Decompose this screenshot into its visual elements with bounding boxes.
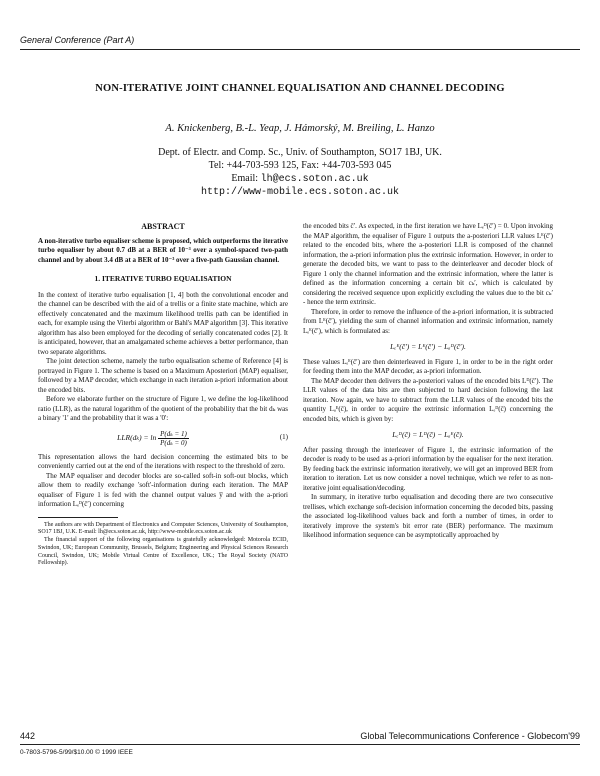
left-column bbox=[38, 222, 288, 568]
footer-conference: Global Telecommunications Conference - Globecom'99 bbox=[360, 731, 580, 741]
abstract-text: A non-iterative turbo equaliser scheme is proposed, which outperforms the iterative turbo equaliser by about 0.7 dB at a BER of 10⁻³ over a symbol-spaced two-path channel and by about 3.4 dB at a BER of 10⁻³ over a five-path Gaussian channel. bbox=[38, 236, 288, 264]
footer-isbn: 0-7803-5796-5/99/$10.00 © 1999 IEEE bbox=[20, 749, 133, 756]
running-header: General Conference (Part A) bbox=[20, 35, 135, 45]
paragraph: After passing through the interleaver of Figure 1, the extrinsic information of the decoder is ready to be used as a-priori information by the equaliser for the next iteration. By feeding back the extrinsic information iteratively, we will get an improved BER from iteration to iteration. Let us now consider a novel technique, which we refer to as non-iterative joint equalisation/decoding. bbox=[303, 445, 553, 492]
affiliation-block bbox=[40, 146, 560, 199]
equation-body: Lₑᴱ(c̄′) = Lᴱ(c̄′) − Lₐᴰ(c̄′). bbox=[390, 342, 466, 351]
equation-2 bbox=[303, 342, 553, 352]
paragraph: The joint detection scheme, namely the turbo equalisation scheme of Reference [4] is portrayed in Figure 1. The scheme is based on a Maximum Aposteriori (MAP) equaliser, followed by a MAP decoder, which exchange in each iteration a-priori information about the encoded bits. bbox=[38, 357, 288, 394]
section-heading: 1. ITERATIVE TURBO EQUALISATION bbox=[94, 274, 232, 283]
paragraph: In the context of iterative turbo equalisation [1, 4] both the convolutional encoder and the channel can be described with the aid of a trellis or a finite state machine, which are effectively concatenated and the maximum likelihood trellis path can be identified in each, for example using the Viterbi algorithm or Bahl's MAP algorithm [3]. This iterative algorithm has also been employed for the decoding of serially concatenated codes [2]. It is anticipated, however, that an amalgamated scheme achieves a better performance, than two separate algorithms. bbox=[38, 290, 288, 356]
affiliation-tel: Tel: +44-703-593 125, Fax: +44-703-593 045 bbox=[208, 160, 392, 171]
equation-1 bbox=[38, 430, 288, 447]
paper-title: NON-ITERATIVE JOINT CHANNEL EQUALISATION AND CHANNEL DECODING bbox=[95, 83, 505, 94]
website-url: http://www-mobile.ecs.soton.ac.uk bbox=[200, 187, 400, 198]
equation-body bbox=[38, 430, 268, 447]
footer-rule bbox=[20, 744, 580, 745]
paragraph: The MAP equaliser and decoder blocks are so-called soft-in soft-out blocks, which allow them to readily exchange 'soft'-information during each iteration. The MAP equaliser of Figure 1 is fed with the channel output values y̅ and with the a-priori information Lₑᴰ(c̄′) concerning bbox=[38, 471, 288, 508]
paragraph: This representation allows the hard decision concerning the estimated bits to be conveniently carried out at the end of the iterations with respect to the threshold of zero. bbox=[38, 452, 288, 470]
email-address: lh@ecs.soton.ac.uk bbox=[260, 174, 369, 185]
paragraph: These values Lₑᴱ(c̄′) are then deinterleaved in Figure 1, in order to be in the right order for feeding them into the MAP decoder, as a-priori information. bbox=[303, 357, 553, 375]
page-number: 442 bbox=[20, 731, 36, 741]
footnote-rule bbox=[38, 517, 118, 518]
fraction-denominator: P(dₖ = 0) bbox=[160, 438, 187, 447]
paragraph: Therefore, in order to remove the influence of the a-priori information, it is subtracted from Lᴱ(c̄′), yielding the sum of channel information and extrinsic information, namely Lₑᴱ(c̄′), which is formulated as: bbox=[303, 307, 553, 335]
affiliation-email-line bbox=[40, 172, 560, 186]
footnote: The authors are with Department of Electronics and Computer Sciences, University of Southampton, SO17 1BJ, U.K. E-mail: lh@ecs.soton.ac.uk, http://www-mobile.ecs.soton.ac.uk bbox=[38, 521, 288, 536]
paragraph: In summary, in iterative turbo equalisation and decoding there are two consecutive trellises, which exchange soft-decision information concerning the decoded bits, passing the associated log-likelihood values back and forth a number of times, in order to iteratively improve the system's bit error rate (BER) performance. The maximum likelihood information sequence can be asymptotically approached by bbox=[303, 493, 553, 539]
header-rule bbox=[20, 49, 580, 50]
abstract-heading: ABSTRACT bbox=[141, 222, 185, 231]
paper-authors: A. Knickenberg, B.-L. Yeap, J. Hámorský, M. Breiling, L. Hanzo bbox=[165, 123, 435, 134]
fraction-numerator: P(dₖ = 1) bbox=[160, 429, 187, 438]
email-label: Email: bbox=[231, 173, 259, 184]
equation-3 bbox=[303, 430, 553, 440]
equation-number: (1) bbox=[279, 433, 288, 442]
equation-lhs: LLR(dₖ) = ln bbox=[117, 432, 157, 442]
affiliation-dept: Dept. of Electr. and Comp. Sc., Univ. of Southampton, SO17 1BJ, UK. bbox=[158, 147, 442, 158]
paragraph: Before we elaborate further on the structure of Figure 1, we define the log-likelihood ratio (LLR), as the natural logarithm of the quotient of the probability that the bit dₖ was a binary '1' and the probability that it was a '0': bbox=[38, 395, 288, 422]
paragraph: the encoded bits c̄′. As expected, in the first iteration we have Lₑᴰ(c̄′) = 0. Upon invoking the MAP algorithm, the equaliser of Figure 1 outputs the a-posteriori LLR values Lᴱ(c̄′) related to the encoded bits, where the a-posteriori LLR is composed of the channel information, the a-priori information plus the extrinsic information. However, in order to generate the decoded bits, we want to pass to the deinterleaver and decoder block of Figure 1 only the channel information and the extrinsic information, where the latter is defined as the information concerning a certain bit cₖ′, which is calculated by considering the received sequence upon explicitly excluding the values due to the bit cₖ′ - hence the term extrinsic. bbox=[303, 222, 553, 306]
equation-body: Lₑᴰ(c̄) = Lᴰ(c̄) − Lₐᴱ(c̄). bbox=[392, 430, 464, 439]
paragraph: The MAP decoder then delivers the a-posteriori values of the encoded bits Lᴰ(c̄′). The LLR values of the data bits are then subjected to hard decision following the last iteration. Now again, we have to subtract from the LLR values of the encoded bits the quantity Lₐᴱ(c̄), in order to acquire the extrinsic information Lₑᴰ(c̄) concerning the encoded bits, which is given by: bbox=[303, 376, 553, 423]
equation-fraction bbox=[158, 430, 189, 447]
footnote: The financial support of the following organisations is gratefully acknowledged: Motorola ECID, Swindon, UK; European Community, Brussels, Belgium; Engineering and Physical Sciences Research Council, Swindon, UK; Mobile Virtual Centre of Excellence, UK.; The Royal Society (NATO Fellowship). bbox=[38, 537, 288, 567]
right-column bbox=[303, 222, 553, 541]
